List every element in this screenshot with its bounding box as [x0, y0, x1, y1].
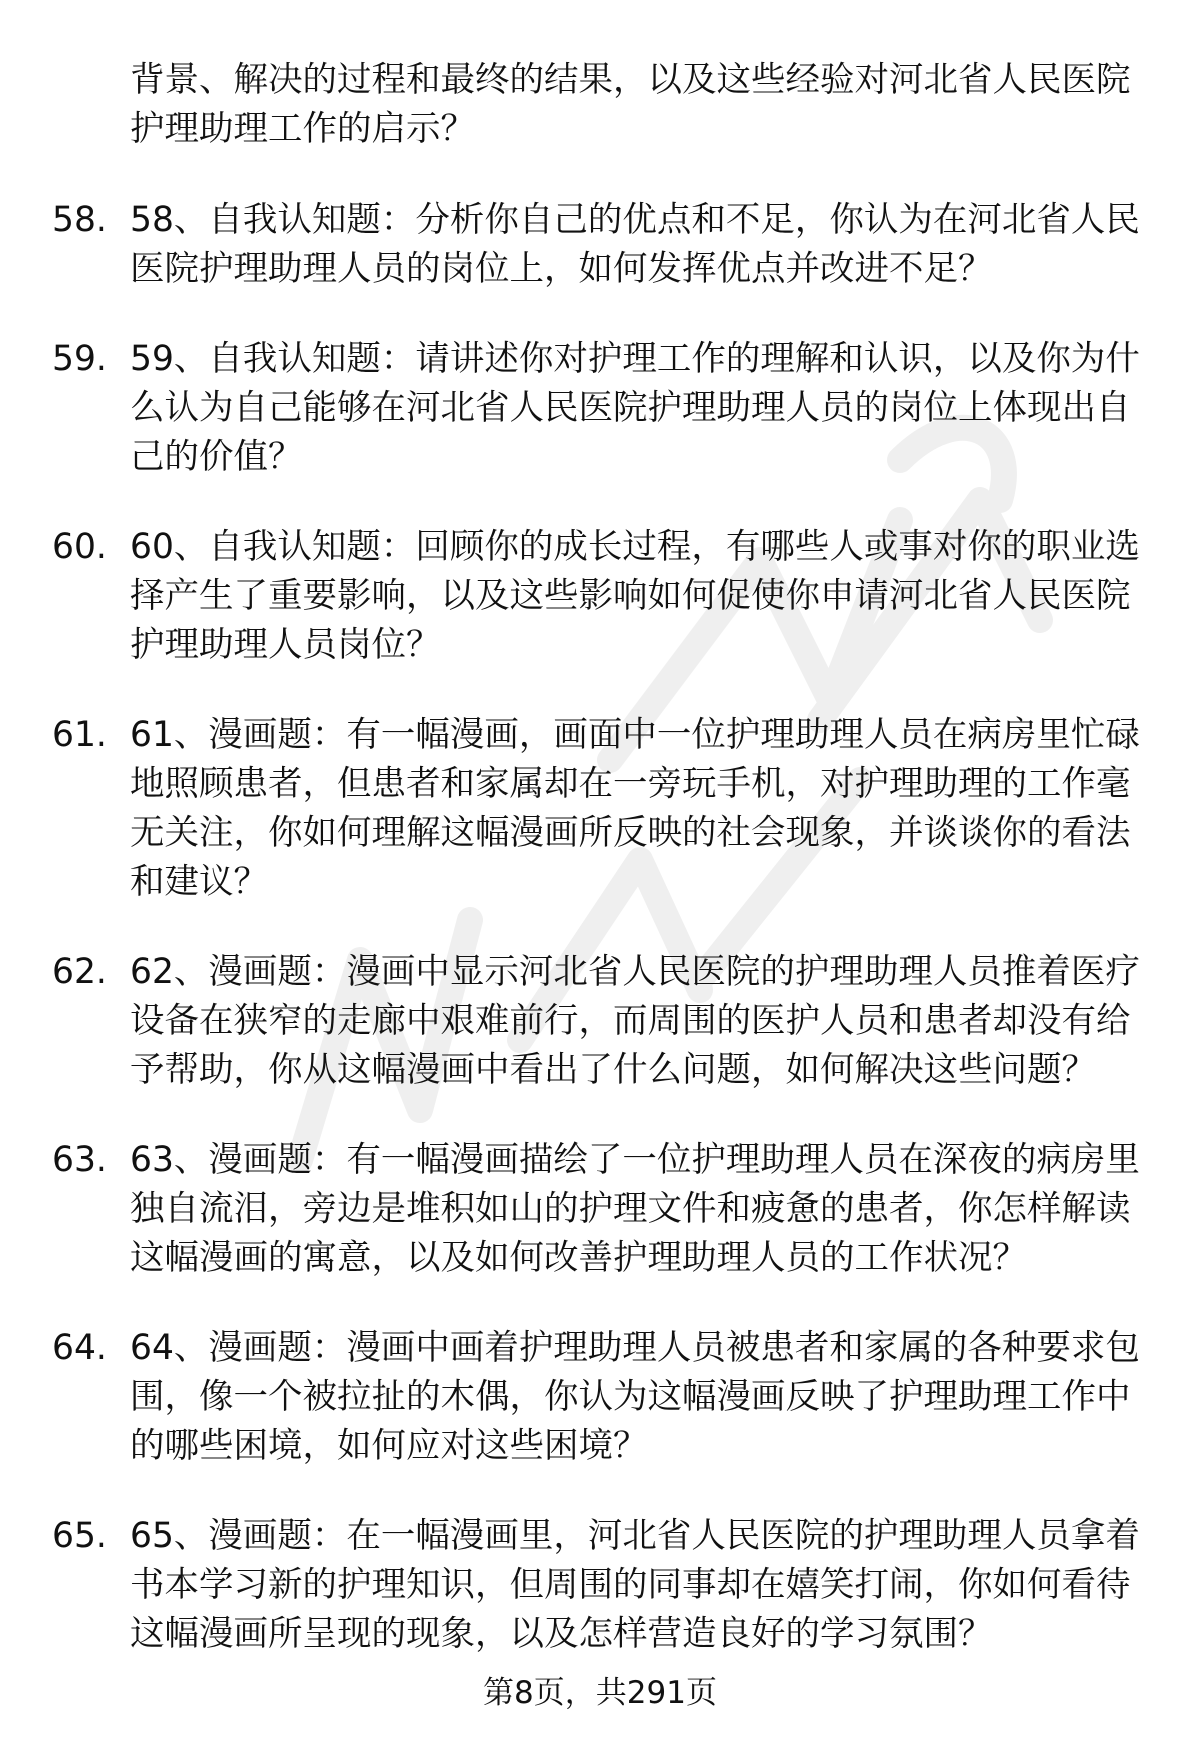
question-number: 61. — [52, 715, 107, 755]
question-item-59 — [52, 335, 1140, 482]
question-item-65 — [52, 1512, 1140, 1659]
question-item-60 — [52, 523, 1140, 670]
question-number: 62. — [52, 952, 107, 992]
question-item-61 — [52, 711, 1140, 907]
question-item-64 — [52, 1324, 1140, 1471]
question-number: 65. — [52, 1516, 107, 1556]
question-item-58 — [52, 196, 1140, 294]
question-text: 61、漫画题：有一幅漫画，画面中一位护理助理人员在病房里忙碌地照顾患者，但患者和家属却在一旁玩手机，对护理助理的工作毫无关注，你如何理解这幅漫画所反映的社会现象，并谈谈你的看法和建议？ — [130, 715, 1140, 902]
question-number: 64. — [52, 1328, 107, 1368]
continuation-paragraph: 背景、解决的过程和最终的结果，以及这些经验对河北省人民医院护理助理工作的启示？ — [130, 60, 1131, 149]
question-text: 63、漫画题：有一幅漫画描绘了一位护理助理人员在深夜的病房里独自流泪，旁边是堆积如山的护理文件和疲惫的患者，你怎样解读这幅漫画的寓意，以及如何改善护理助理人员的工作状况？ — [130, 1140, 1140, 1278]
question-number: 59. — [52, 339, 107, 379]
question-list — [0, 196, 1200, 1659]
question-number: 58. — [52, 200, 107, 240]
question-text: 59、自我认知题：请讲述你对护理工作的理解和认识，以及你为什么认为自己能够在河北省人民医院护理助理人员的岗位上体现出自己的价值？ — [130, 339, 1140, 477]
question-text: 64、漫画题：漫画中画着护理助理人员被患者和家属的各种要求包围，像一个被拉扯的木偶，你认为这幅漫画反映了护理助理工作中的哪些困境，如何应对这些困境？ — [130, 1328, 1140, 1466]
question-item-62 — [52, 948, 1140, 1095]
question-text: 60、自我认知题：回顾你的成长过程，有哪些人或事对你的职业选择产生了重要影响，以及这些影响如何促使你申请河北省人民医院护理助理人员岗位？ — [130, 527, 1140, 665]
page-footer: 第8页，共291页 — [483, 1675, 717, 1711]
question-text: 58、自我认知题：分析你自己的优点和不足，你认为在河北省人民医院护理助理人员的岗位上，如何发挥优点并改进不足？ — [130, 200, 1140, 289]
question-text: 62、漫画题：漫画中显示河北省人民医院的护理助理人员推着医疗设备在狭窄的走廊中艰难前行，而周围的医护人员和患者却没有给予帮助，你从这幅漫画中看出了什么问题，如何解决这些问题？ — [130, 952, 1140, 1090]
document-content — [0, 56, 1200, 1700]
question-number: 63. — [52, 1140, 107, 1180]
question-text: 65、漫画题：在一幅漫画里，河北省人民医院的护理助理人员拿着书本学习新的护理知识，但周围的同事却在嬉笑打闹，你如何看待这幅漫画所呈现的现象，以及怎样营造良好的学习氛围？ — [130, 1516, 1140, 1654]
question-number: 60. — [52, 527, 107, 567]
question-item-63 — [52, 1136, 1140, 1283]
